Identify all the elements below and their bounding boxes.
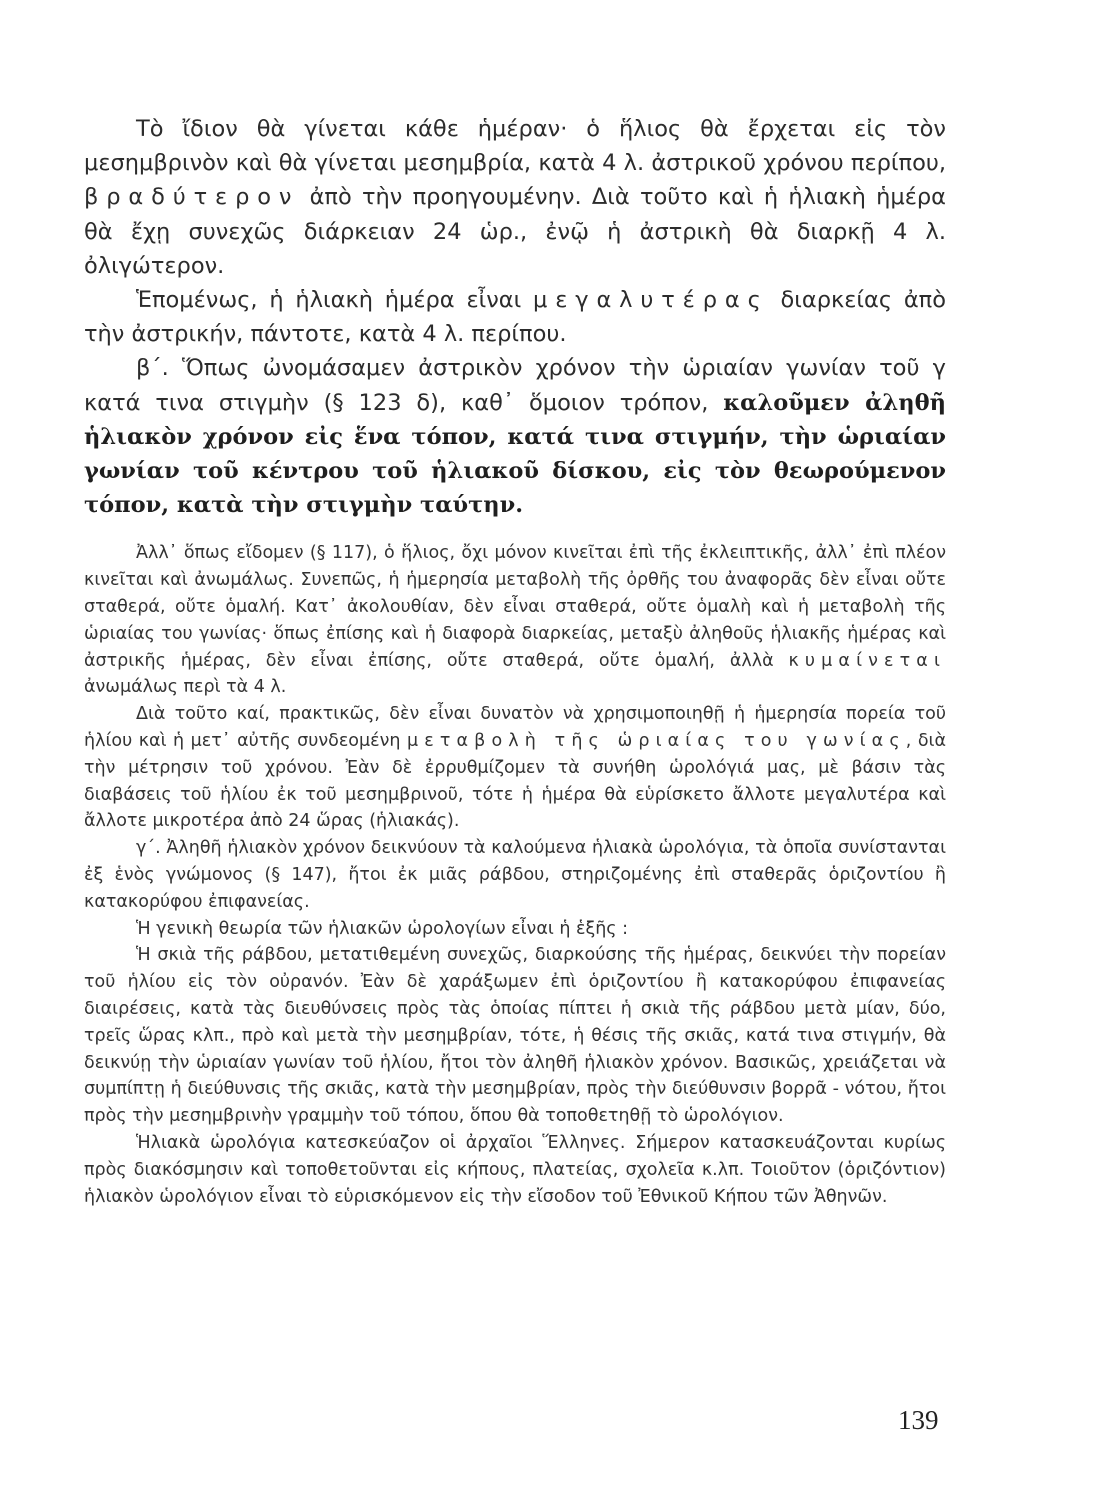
text-run: Ἑπομένως, ἡ ἡλιακὴ ἡμέρα εἶναι xyxy=(136,287,534,314)
text-run: μεγαλυτέρας xyxy=(533,287,769,314)
paragraph-8 xyxy=(84,942,946,1130)
text-run: ἀνωμάλως περὶ τὰ 4 λ. xyxy=(84,677,287,698)
text-run: καλοῦμεν ἀληθῆ ἡλιακὸν χρόνον εἰς ἕνα τόπον, κατά τινα στιγμήν, τὴν ὡριαίαν γωνίαν τοῦ κέντρου τοῦ ἡλιακοῦ δίσκου, εἰς τὸν θεωρούμενον τόπον, κατὰ τὴν στιγμὴν ταύτην. xyxy=(84,389,946,519)
text-run: β΄. Ὅπως ὠνομάσαμεν ἀστρικὸν χρόνον τὴν ὡριαίαν γωνίαν τοῦ γ κατά τινα στιγμὴν (§ 123 δ), καθ᾽ ὅμοιον τρόπον, xyxy=(84,355,946,416)
text-run: , διὰ τὴν μέτρησιν τοῦ χρόνου. Ἐὰν δὲ ἐρρυθμίζομεν τὰ συνήθη ὡρολόγιά μας, μὲ βάσιν τὰς διαβάσεις τοῦ ἡλίου ἐκ τοῦ μεσημβρινοῦ, τότε ἡ ἡμέρα θὰ εὑρίσκετο ἄλλοτε μεγαλυτέρα καὶ ἄλλοτε μικροτέρα ἀπὸ 24 ὥρας (ἡλιακάς). xyxy=(84,731,946,832)
page-number: 139 xyxy=(898,1405,939,1435)
text-run: Διὰ τοῦτο καί, πρακτικῶς, δὲν εἶναι δυνατὸν νὰ χρησιμοποιηθῇ ἡ ἡμερησία πορεία τοῦ ἡλίου καὶ ἡ μετ᾽ αὐτῆς συνδεομένη xyxy=(84,704,946,752)
paragraph-5 xyxy=(84,701,946,835)
paragraph-6 xyxy=(84,835,946,915)
paragraph-1 xyxy=(84,112,946,283)
page-text xyxy=(84,112,946,1210)
text-run: διαρκείας ἀπὸ τὴν ἀστρικήν, πάντοτε, κατὰ 4 λ. περίπου. xyxy=(84,287,946,348)
text-run: βραδύτερον xyxy=(84,184,300,211)
paragraph-3 xyxy=(84,351,946,522)
paragraph-2 xyxy=(84,283,946,351)
text-run: Ἡ γενικὴ θεωρία τῶν ἡλιακῶν ὡρολογίων εἶναι ἡ ἑξῆς : xyxy=(136,918,629,939)
text-run: ἀπὸ τὴν προηγουμένην. Διὰ τοῦτο καὶ ἡ ἡλιακὴ ἡμέρα θὰ ἔχῃ συνεχῶς διάρκειαν 24 ὡρ., ἐνῷ ἡ ἀστρικὴ θὰ διαρκῇ 4 λ. ὀλιγώτερον. xyxy=(84,184,946,279)
text-run: Ἡλιακὰ ὡρολόγια κατεσκεύαζον οἱ ἀρχαῖοι Ἕλληνες. Σήμερον κατασκευάζονται κυρίως πρὸς διακόσμησιν καὶ τοποθετοῦνται εἰς κήπους, πλατείας, σχολεῖα κ.λπ. Τοιοῦτον (ὁριζόντιον) ἡλιακὸν ὡρολόγιον εἶναι τὸ εὑρισκόμενον εἰς τὴν εἴσοδον τοῦ Ἐθνικοῦ Κήπου τῶν Ἀθηνῶν. xyxy=(84,1132,946,1207)
paragraph-7 xyxy=(84,916,946,943)
paragraph-9 xyxy=(84,1130,946,1210)
text-run: γ΄. Ἀληθῆ ἡλιακὸν χρόνον δεικνύουν τὰ καλούμενα ἡλιακὰ ὡρολόγια, τὰ ὁποῖα συνίστανται ἐξ ἑνὸς γνώμονος (§ 147), ἤτοι ἐκ μιᾶς ράβδου, στηριζομένης ἐπὶ σταθερᾶς ὁριζοντίου ἢ κατακορύφου ἐπιφανείας. xyxy=(84,838,946,912)
text-run: Ἀλλ᾽ ὅπως εἴδομεν (§ 117), ὁ ἥλιος, ὄχι μόνον κινεῖται ἐπὶ τῆς ἐκλειπτικῆς, ἀλλ᾽ ἐπὶ πλέον κινεῖται καὶ ἀνωμάλως. Συνεπῶς, ἡ ἡμερησία μεταβολὴ τῆς ὀρθῆς του ἀναφορᾶς δὲν εἶναι οὔτε σταθερά, οὔτε ὁμαλή. Κατ᾽ ἀκολουθίαν, δὲν εἶναι σταθερά, οὔτε ὁμαλὴ καὶ ἡ μεταβολὴ τῆς ὡριαίας του γωνίας· ὅπως ἐπίσης καὶ ἡ διαφορὰ διαρκείας, μεταξὺ ἀληθοῦς ἡλιακῆς ἡμέρας καὶ ἀστρικῆς ἡμέρας, δὲν εἶναι ἐπίσης, οὔτε σταθερά, οὔτε ὁμαλή, ἀλλὰ xyxy=(84,543,946,671)
text-run: Ἡ σκιὰ τῆς ράβδου, μετατιθεμένη συνεχῶς, διαρκούσης τῆς ἡμέρας, δεικνύει τὴν πορείαν τοῦ ἡλίου εἰς τὸν οὐρανόν. Ἐὰν δὲ χαράξωμεν ἐπὶ ὁριζοντίου ἢ κατακορύφου ἐπιφανείας διαιρέσεις, κατὰ τὰς διευθύνσεις πρὸς τὰς ὁποίας πίπτει ἡ σκιὰ τῆς ράβδου μετὰ μίαν, δύο, τρεῖς ὥρας κλπ., πρὸ καὶ μετὰ τὴν μεσημβρίαν, τότε, ἡ θέσις τῆς σκιᾶς, κατά τινα στιγμήν, θὰ δεικνύῃ τὴν ὡριαίαν γωνίαν τοῦ ἡλίου, ἤτοι τὸν ἀληθῆ ἡλιακὸν χρόνον. Βασικῶς, χρειάζεται νὰ συμπίπτῃ ἡ διεύθυνσις τῆς σκιᾶς, κατὰ τὴν μεσημβρίαν, πρὸς τὴν διεύθυνσιν βορρᾶ - νότου, ἤτοι πρὸς τὴν μεσημβρινὴν γραμμὴν τοῦ τόπου, ὅπου θὰ τοποθετηθῇ τὸ ὡρολόγιον. xyxy=(84,945,946,1127)
paragraph-4 xyxy=(84,540,946,701)
text-run: Τὸ ἴδιον θὰ γίνεται κάθε ἡμέραν· ὁ ἥλιος θὰ ἔρχεται εἰς τὸν μεσημβρινὸν καὶ θὰ γίνεται μεσημβρία, κατὰ 4 λ. ἀστρικοῦ χρόνου περίπου, xyxy=(84,116,946,177)
text-run: κυμαίνεται xyxy=(788,650,946,671)
text-run: μεταβολὴ τῆς ὡριαίας του γωνίας xyxy=(407,731,906,752)
